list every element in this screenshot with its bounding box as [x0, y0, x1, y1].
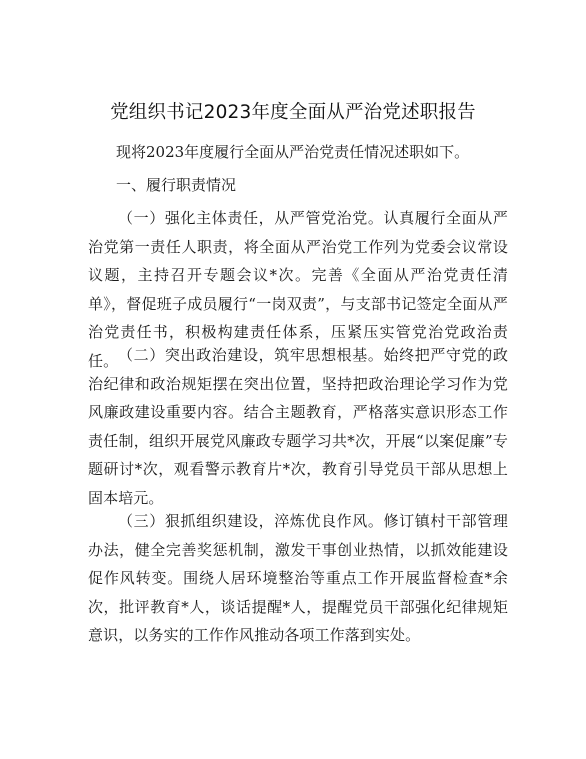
paragraph-political-construction: （二）突出政治建设，筑牢思想根基。始终把严守党的政治纪律和政治规矩摆在突出位置，坚持把政治理论学习作为党风廉政建设重要内容。结合主题教育，严格落实意识形态工作责任制，组织开展党风廉政专题学习共*次，开展“以案促廉”专题研讨*次，观看警示教育片*次，教育引导党员干部从思想上固本培元。 — [88, 346, 508, 507]
section-heading: 一、履行职责情况 — [116, 176, 237, 194]
document-title: 党组织书记2023年度全面从严治党述职报告 — [110, 102, 476, 123]
paragraph-subject-responsibility: （一）强化主体责任，从严管党治党。认真履行全面从严治党第一责任人职责，将全面从严治党工作列为党委会议常设议题，主持召开专题会议*次。完善《全面从严治党责任清单》，督促班子成员履行“一岗双责”，与支部书记签定全面从严治党责任书，积极构建责任体系，压紧压实管党治党政治责任。 — [88, 209, 508, 370]
intro-sentence: 现将2023年度履行全面从严治党责任情况述职如下。 — [116, 143, 470, 161]
paragraph-organization-construction: （三）狠抓组织建设，淬炼优良作风。修订镇村干部管理办法，健全完善奖惩机制，激发干事创业热情，以抓效能建设促作风转变。围绕人居环境整治等重点工作开展监督检查*余次，批评教育*人，谈话提醒*人，提醒党员干部强化纪律规矩意识，以务实的工作作风推动各项工作落到实处。 — [88, 512, 508, 645]
